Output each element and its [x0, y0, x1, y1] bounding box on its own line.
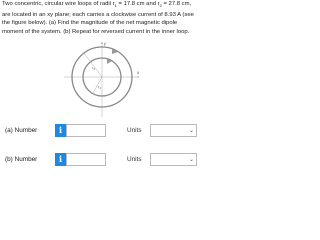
problem-statement — [2, 0, 198, 37]
chevron-down-icon: ⌄ — [188, 128, 194, 134]
number-input-a[interactable] — [66, 124, 106, 137]
r2-subscript: 2 — [159, 3, 162, 9]
answer-row-b — [2, 153, 198, 167]
number-input-b[interactable] — [66, 153, 106, 166]
problem-text-3: = 27.8 cm, are located in an xy plane; each carries a clockwise current of 8.93 A (see the figure below). (a) Find the magnitude of the net magnetic dipole moment of the system. (b) Repeat for reversed current in the inner loop. — [2, 1, 194, 35]
r1-subscript: 1 — [114, 3, 117, 9]
r1-label-r: r — [98, 84, 100, 89]
units-label-a: Units — [127, 127, 142, 134]
problem-text-1: Two concentric, circular wire loops of radii r — [2, 1, 115, 7]
y-axis-label: y — [104, 41, 107, 46]
chevron-down-icon: ⌄ — [188, 157, 194, 163]
x-axis-label: x — [137, 70, 140, 75]
info-icon[interactable]: i — [55, 124, 66, 137]
units-label-b: Units — [127, 156, 142, 163]
problem-text-2: = 17.8 cm and r — [116, 1, 160, 7]
units-select-a[interactable] — [150, 124, 197, 137]
r1-label-sub: 1 — [99, 86, 102, 90]
units-select-b[interactable] — [150, 153, 197, 166]
question-a-label: (a) Number — [5, 127, 38, 134]
answer-row-a — [2, 124, 198, 138]
question-b-label: (b) Number — [5, 156, 38, 163]
r2-label-r: r — [92, 65, 94, 70]
concentric-loops-figure — [62, 37, 142, 117]
r2-label-sub: 2 — [93, 67, 96, 71]
r1-label — [98, 84, 101, 90]
info-icon[interactable]: i — [55, 153, 66, 166]
